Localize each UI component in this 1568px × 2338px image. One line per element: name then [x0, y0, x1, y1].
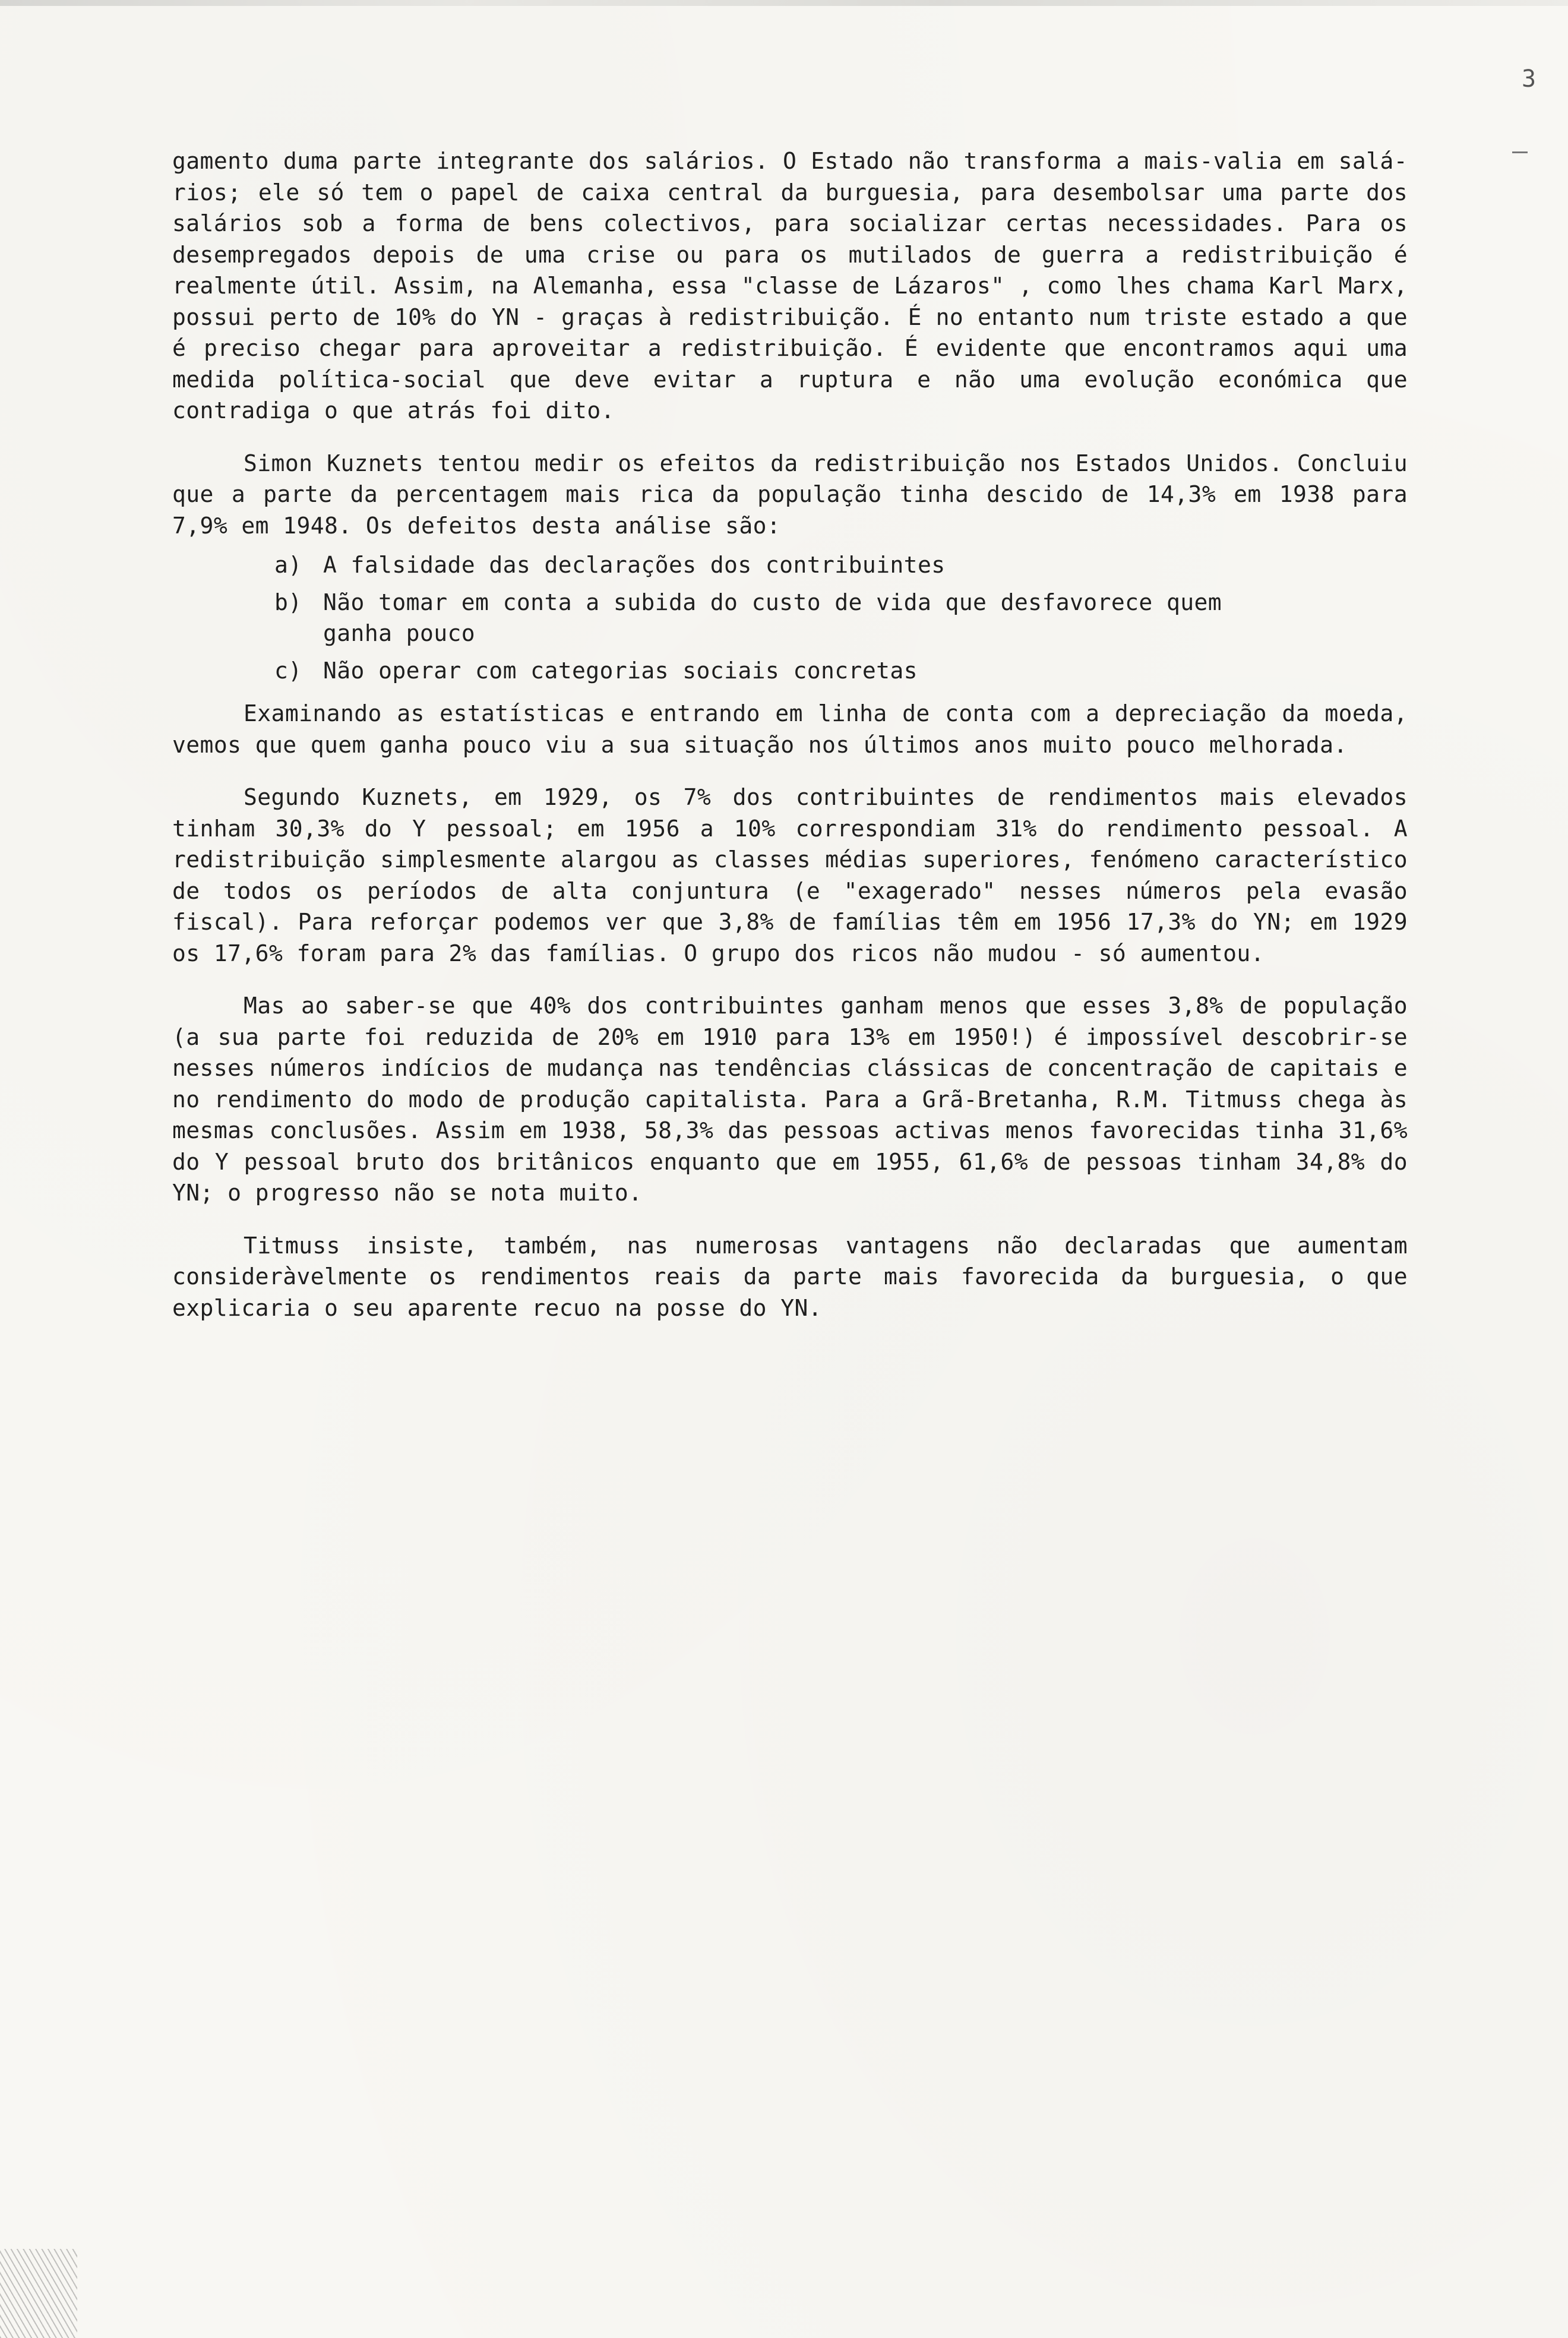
- paragraph-statistics: Examinando as estatísticas e entrando em linha de conta com a depreciação da moeda, vemos que quem ganha pouco viu a sua situação nos últimos anos muito pouco melhorada.: [172, 700, 1408, 758]
- defect-marker: c): [274, 657, 302, 684]
- defect-marker: a): [274, 552, 302, 578]
- paragraph-titmuss-advantages: Titmuss insiste, também, nas numerosas vantagens não declaradas que aumentam consideràvelmente os rendimentos reais da parte mais favorecida da burguesia, o que explicaria o seu aparente recuo na posse do YN.: [172, 1232, 1408, 1321]
- paragraph-kuznets-1929: Segundo Kuznets, em 1929, os 7% dos contribuintes de rendimentos mais elevados tinham 30,3% do Y pessoal; em 1956 a 10% correspondiam 31% do rendimento pessoal. A redistribuição simplesmente alargou as classes médias superiores, fenómeno característico de todos os períodos de alta conjuntura (e "exagerado" nesses números pela evasão fiscal). Para reforçar podemos ver que 3,8% de famílias têm em 1956 17,3% do YN; em 1929 os 17,6% foram para 2% das famílias. O grupo dos ricos não mudou - só aumentou.: [172, 784, 1408, 966]
- margin-mark: [1512, 151, 1528, 153]
- paragraph-redistribution-role: gamento duma parte integrante dos salários. O Estado não transforma a mais-valia em salá-rios; ele só tem o papel de caixa central da burguesia, para desembolsar uma parte dos salários sob a forma de bens colectivos, para socializar certas necessidades. Para os desempregados depois de uma crise ou para os mutilados de guerra a redistribuição é realmente útil. Assim, na Alemanha, essa "classe de Lázaros" , como lhes chama Karl Marx, possui perto de 10% do YN - graças à redistribuição. É no entanto num triste estado a que é preciso chegar para aproveitar a redistribuição. É evidente que encontramos aqui uma medida política-social que deve evitar a ruptura e não uma evolução económica que contradiga o que atrás foi dito.: [172, 148, 1408, 424]
- defect-item: [274, 587, 1285, 649]
- document-body: [172, 146, 1408, 1323]
- defect-item: [274, 549, 1285, 581]
- page-number: 3: [1522, 65, 1537, 93]
- paragraph-kuznets-study: Simon Kuznets tentou medir os efeitos da redistribuição nos Estados Unidos. Concluiu que a parte da percentagem mais rica da população tinha descido de 14,3% em 1938 para 7,9% em 1948. Os defeitos desta análise são:: [172, 450, 1408, 539]
- defect-marker: b): [274, 589, 302, 615]
- defect-text: Não tomar em conta a subida do custo de vida que desfavorece quem ganha pouco: [323, 589, 1222, 646]
- scan-edge-smudge: [0, 0, 1568, 6]
- defect-item: [274, 655, 1285, 687]
- defects-list: [172, 549, 1408, 686]
- defect-text: Não operar com categorias sociais concretas: [323, 657, 918, 684]
- paragraph-titmuss-britain: Mas ao saber-se que 40% dos contribuintes ganham menos que esses 3,8% de população (a sua parte foi reduzida de 20% em 1910 para 13% em 1950!) é impossível descobrir-se nesses números indícios de mudança nas tendências clássicas de concentração de capitais e no rendimento do modo de produção capitalista. Para a Grã-Bretanha, R.M. Titmuss chega às mesmas conclusões. Assim em 1938, 58,3% das pessoas activas menos favorecidas tinha 31,6% do Y pessoal bruto dos britânicos enquanto que em 1955, 61,6% de pessoas tinham 34,8% do YN; o progresso não se nota muito.: [172, 993, 1408, 1206]
- scan-corner-noise: [0, 2249, 77, 2338]
- defect-text: A falsidade das declarações dos contribuintes: [323, 552, 946, 578]
